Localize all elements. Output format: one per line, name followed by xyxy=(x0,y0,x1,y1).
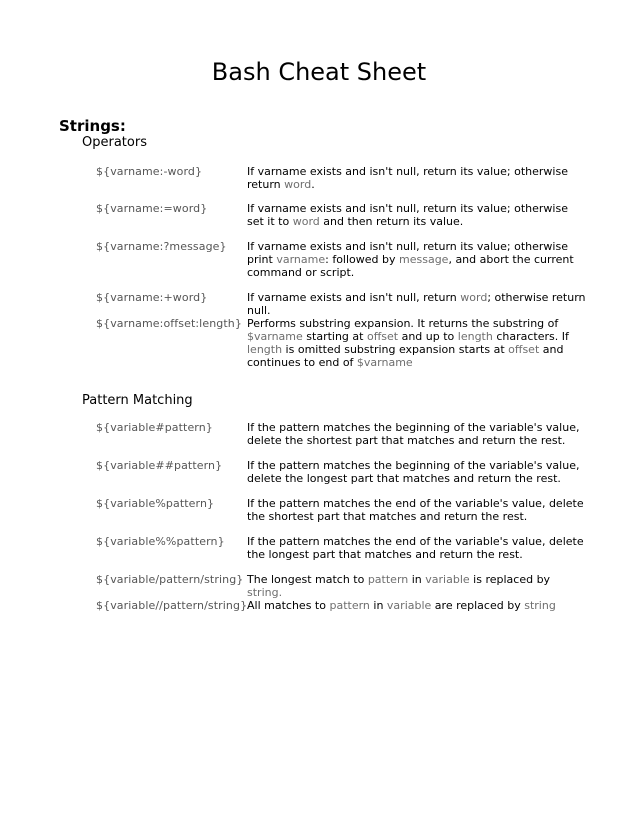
inline-code: message xyxy=(399,253,449,266)
description-text: If the pattern matches the beginning of the variable's value, delete the shortest part that matches and return the rest. xyxy=(247,421,580,447)
page-title: Bash Cheat Sheet xyxy=(211,58,427,86)
description-text: is omitted substring expansion starts at xyxy=(282,343,509,356)
pattern-description xyxy=(247,535,587,561)
pattern-term: ${variable##pattern} xyxy=(96,459,223,472)
description-text: and continues to end of xyxy=(247,343,564,369)
operator-term: ${varname:?message} xyxy=(96,240,227,253)
pattern-term: ${variable%pattern} xyxy=(96,497,215,510)
description-text: ; otherwise return null. xyxy=(247,291,586,317)
description-text: . xyxy=(311,178,315,191)
description-text: If varname exists and isn't null, return its value; otherwise print xyxy=(247,240,568,266)
inline-code: variable xyxy=(386,599,432,612)
description-text: , and abort the current command or script. xyxy=(247,253,574,279)
inline-code: $varname xyxy=(356,356,413,369)
operator-term: ${varname:=word} xyxy=(96,202,208,215)
operator-term: ${varname:offset:length} xyxy=(96,317,242,330)
operator-description xyxy=(247,202,587,228)
inline-code: varname xyxy=(276,253,326,266)
description-text: and then return its value. xyxy=(319,215,464,228)
description-text: characters. If xyxy=(492,330,569,343)
description-text: If the pattern matches the beginning of the variable's value, delete the longest part that matches and return the rest. xyxy=(247,459,580,485)
inline-code: string xyxy=(524,599,556,612)
description-text: Performs substring expansion. It returns the substring of xyxy=(247,317,559,330)
pattern-description xyxy=(247,573,587,599)
operator-term: ${varname:-word} xyxy=(96,165,203,178)
inline-code: length xyxy=(457,330,493,343)
description-text: : followed by xyxy=(325,253,400,266)
description-text: If the pattern matches the end of the variable's value, delete the longest part that matches and return the rest. xyxy=(247,535,584,561)
pattern-term: ${variable#pattern} xyxy=(96,421,213,434)
description-text: starting at xyxy=(302,330,367,343)
pattern-term: ${variable/pattern/string} xyxy=(96,573,244,586)
inline-code: length xyxy=(247,343,283,356)
inline-code: offset xyxy=(366,330,399,343)
description-text: is replaced by xyxy=(469,573,551,586)
inline-code: pattern xyxy=(329,599,370,612)
description-text: and up to xyxy=(398,330,458,343)
inline-code: word xyxy=(284,178,312,191)
description-text: If varname exists and isn't null, return xyxy=(247,291,461,304)
inline-code: variable xyxy=(425,573,470,586)
subsection-title-operators: Operators xyxy=(82,135,147,150)
description-text: If varname exists and isn't null, return its value; otherwise return xyxy=(247,165,568,191)
subsection-title-pattern-matching: Pattern Matching xyxy=(82,393,193,408)
pattern-description xyxy=(247,421,587,447)
inline-code: pattern xyxy=(367,573,409,586)
description-text: All matches to xyxy=(247,599,330,612)
pattern-description xyxy=(247,497,587,523)
operator-description xyxy=(247,291,587,317)
operator-term: ${varname:+word} xyxy=(96,291,208,304)
description-text: If varname exists and isn't null, return its value; otherwise set it to xyxy=(247,202,568,228)
description-text: If the pattern matches the end of the variable's value, delete the shortest part that matches and return the rest. xyxy=(247,497,584,523)
inline-code: string. xyxy=(247,586,283,599)
operator-description xyxy=(247,165,587,191)
inline-code: word xyxy=(292,215,320,228)
pattern-term: ${variable%%pattern} xyxy=(96,535,225,548)
description-text: are replaced by xyxy=(431,599,525,612)
pattern-term: ${variable//pattern/string} xyxy=(96,599,248,612)
inline-code: $varname xyxy=(247,330,303,343)
inline-code: offset xyxy=(508,343,540,356)
pattern-description xyxy=(247,459,587,485)
description-text: in xyxy=(408,573,426,586)
section-title-strings: Strings: xyxy=(59,117,126,135)
operator-description xyxy=(247,240,587,279)
pattern-description xyxy=(247,599,587,612)
operator-description xyxy=(247,317,587,369)
description-text: in xyxy=(369,599,387,612)
inline-code: word xyxy=(460,291,488,304)
description-text: The longest match to xyxy=(247,573,368,586)
